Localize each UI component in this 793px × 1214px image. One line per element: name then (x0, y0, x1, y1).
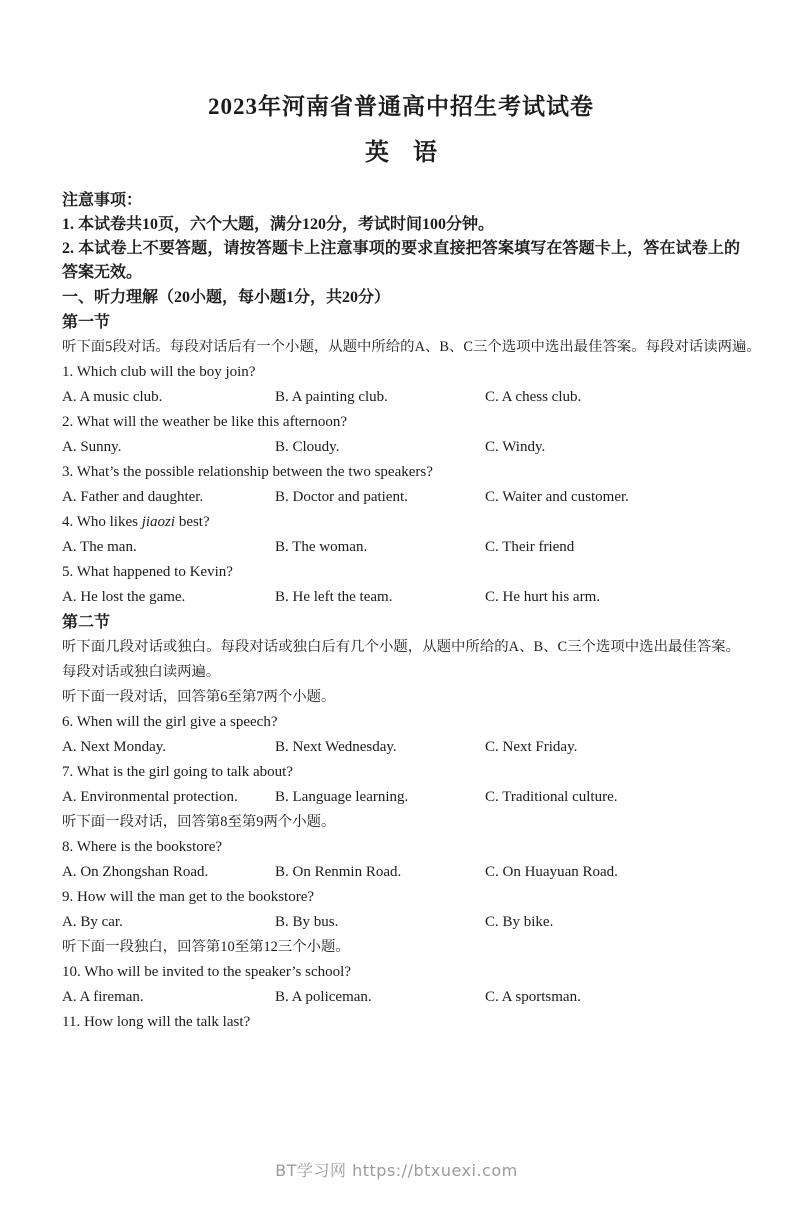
option-b: B. On Renmin Road. (275, 864, 402, 881)
page-footer: BT学习网 https://btxuexi.com (275, 1161, 518, 1180)
option-a: A. A music club. (62, 389, 163, 406)
exam-title: 2023年河南省普通高中招生考试试卷 (208, 94, 594, 119)
question-4-suffix: best? (175, 514, 210, 531)
option-c: C. A sportsman. (485, 989, 581, 1006)
option-a: A. He lost the game. (62, 589, 186, 606)
part-1-heading: 第一节 (62, 314, 111, 332)
option-b: B. A policeman. (275, 989, 372, 1006)
notice-item-1: 1. 本试卷共10页，六个大题，满分120分，考试时间100分钟。 (62, 216, 495, 234)
option-b: B. A painting club. (275, 389, 388, 406)
option-a: A. A fireman. (62, 989, 144, 1006)
option-a: A. The man. (62, 539, 137, 556)
question-1-text: 1. Which club will the boy join? (62, 364, 256, 381)
question-1-options (62, 385, 740, 410)
option-b: B. Language learning. (275, 789, 409, 806)
question-7-text: 7. What is the girl going to talk about? (62, 764, 293, 781)
part-2-heading: 第二节 (62, 614, 111, 632)
option-c: C. Traditional culture. (485, 789, 618, 806)
option-a: A. Sunny. (62, 439, 122, 456)
question-10-text: 10. Who will be invited to the speaker’s school? (62, 964, 351, 981)
part-2-instruction: 听下面几段对话或独白。每段对话或独白后有几个小题，从题中所给的A、B、C三个选项中选出最佳答案。每段对话或独白读两遍。 (62, 639, 740, 681)
option-b: B. He left the team. (275, 589, 393, 606)
question-3-text: 3. What’s the possible relationship between the two speakers? (62, 464, 433, 481)
question-4-options (62, 535, 740, 560)
question-8-options (62, 860, 740, 885)
question-3-options (62, 485, 740, 510)
notice-section (62, 189, 740, 285)
question-10-options (62, 985, 740, 1010)
notice-item-2: 2. 本试卷上不要答题，请按答题卡上注意事项的要求直接把答案填写在答题卡上，答在试卷上的答案无效。 (62, 240, 740, 282)
question-9-options (62, 910, 740, 935)
option-a: A. Next Monday. (62, 739, 167, 756)
exam-content (62, 189, 761, 1035)
option-c: C. Their friend (485, 539, 575, 556)
question-7-options (62, 785, 740, 810)
option-a: A. Environmental protection. (62, 789, 238, 806)
question-9-text: 9. How will the man get to the bookstore? (62, 889, 315, 906)
question-2-options (62, 435, 740, 460)
section-1-heading: 一、听力理解（20小题，每小题1分，共20分） (62, 289, 391, 307)
option-b: B. Cloudy. (275, 439, 340, 456)
question-5-options (62, 585, 740, 610)
option-a: A. By car. (62, 914, 123, 931)
option-a: A. Father and daughter. (62, 489, 204, 506)
option-b: B. The woman. (275, 539, 368, 556)
question-4-text (62, 510, 740, 535)
option-b: B. Next Wednesday. (275, 739, 397, 756)
question-6-text: 6. When will the girl give a speech? (62, 714, 278, 731)
option-c: C. A chess club. (485, 389, 582, 406)
part-1-instruction: 听下面5段对话。每段对话后有一个小题，从题中所给的A、B、C三个选项中选出最佳答案。每段对话读两遍。 (62, 339, 761, 356)
option-c: C. Windy. (485, 439, 546, 456)
option-c: C. He hurt his arm. (485, 589, 600, 606)
audio-cue-q10-q12: 听下面一段独白，回答第10至第12三个小题。 (62, 939, 350, 956)
option-c: C. By bike. (485, 914, 554, 931)
question-11-text: 11. How long will the talk last? (62, 1014, 251, 1031)
option-c: C. Next Friday. (485, 739, 578, 756)
question-2-text: 2. What will the weather be like this afternoon? (62, 414, 348, 431)
question-8-text: 8. Where is the bookstore? (62, 839, 223, 856)
option-a: A. On Zhongshan Road. (62, 864, 209, 881)
question-6-options (62, 735, 740, 760)
notice-heading: 注意事项： (62, 192, 143, 210)
option-b: B. Doctor and patient. (275, 489, 408, 506)
question-4-prefix: 4. Who likes (62, 514, 142, 531)
audio-cue-q8-q9: 听下面一段对话，回答第8至第9两个小题。 (62, 814, 336, 831)
question-4-italic-term: jiaozi (141, 514, 176, 531)
option-c: C. Waiter and customer. (485, 489, 629, 506)
option-b: B. By bus. (275, 914, 339, 931)
question-5-text: 5. What happened to Kevin? (62, 564, 233, 581)
audio-cue-q6-q7: 听下面一段对话，回答第6至第7两个小题。 (62, 689, 336, 706)
option-c: C. On Huayuan Road. (485, 864, 618, 881)
subject-title: 英 语 (365, 140, 437, 167)
exam-paper-page (0, 92, 793, 1035)
